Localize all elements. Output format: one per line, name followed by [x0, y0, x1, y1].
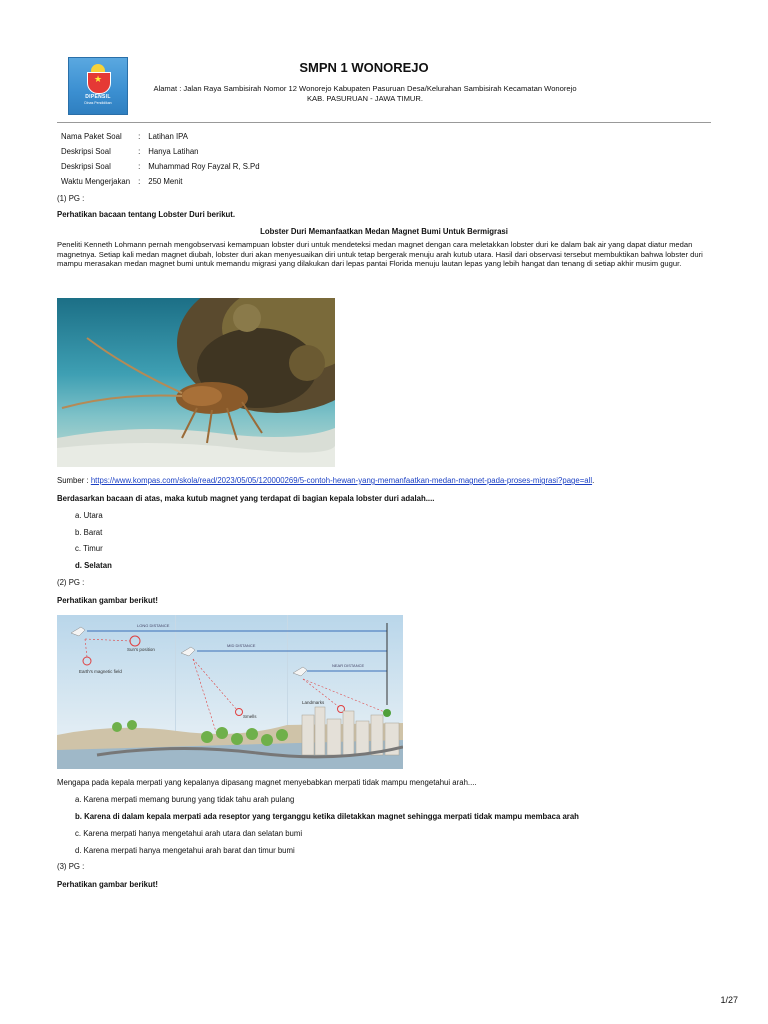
label-landmarks: Landmarks: [302, 700, 325, 705]
header-divider: [57, 122, 711, 123]
label-earth-field: Earth's magnetic field: [79, 669, 122, 674]
source-label: Sumber :: [57, 476, 91, 485]
q2-option-a[interactable]: a. Karena merpati memang burung yang tidak tahu arah pulang: [75, 795, 295, 804]
navigation-diagram: [57, 615, 403, 769]
q2-option-b[interactable]: b. Karena di dalam kepala merpati ada reseptor yang terganggu ketika diletakkan magnet sehingga merpati tidak mampu membaca arah: [75, 812, 579, 821]
q1-option-a[interactable]: a. Utara: [75, 511, 103, 520]
pigeon-navigation-figure: [57, 615, 403, 769]
q2-option-c[interactable]: c. Karena merpati hanya mengetahui arah utara dan selatan bumi: [75, 829, 303, 838]
lobster-illustration: [57, 298, 335, 467]
info-label: Deskripsi Soal: [61, 162, 111, 171]
page-number: 1/27: [720, 995, 738, 1005]
info-row: [57, 144, 264, 159]
q2-number: (2) PG :: [57, 578, 85, 587]
q1-question: Berdasarkan bacaan di atas, maka kutub magnet yang terdapat di bagian kepala lobster duri adalah....: [57, 494, 435, 503]
source-suffix: .: [592, 476, 595, 485]
info-sep: :: [138, 177, 141, 186]
info-label: Waktu Mengerjakan: [61, 177, 131, 186]
school-logo: [68, 57, 128, 115]
info-sep: :: [138, 132, 141, 141]
star-icon: ★: [94, 74, 103, 84]
q1-instruction: Perhatikan bacaan tentang Lobster Duri berikut.: [57, 210, 236, 219]
school-name: SMPN 1 WONOREJO: [299, 60, 429, 75]
q3-number: (3) PG :: [57, 862, 85, 871]
q2-question: Mengapa pada kepala merpati yang kepalanya dipasang magnet menyebabkan merpati tidak mampu mengetahui arah....: [57, 778, 477, 787]
info-value: 250 Menit: [148, 177, 183, 186]
logo-subtext: Dinas Pendidikan: [84, 101, 112, 105]
q2-option-d[interactable]: d. Karena merpati hanya mengetahui arah barat dan timur bumi: [75, 846, 295, 855]
info-sep: :: [138, 147, 141, 156]
info-label: Deskripsi Soal: [61, 147, 111, 156]
source-line: [57, 476, 717, 486]
label-smells: Smells: [243, 714, 257, 719]
lobster-photo: [57, 298, 335, 467]
q3-instruction: Perhatikan gambar berikut!: [57, 880, 158, 889]
info-row: [57, 129, 264, 144]
label-sun-position: Sun's position: [127, 647, 155, 652]
label-mid-distance: MID DISTANCE: [227, 643, 256, 648]
reading-paragraph: Peneliti Kenneth Lohmann pernah mengobservasi kemampuan lobster duri untuk mendeteksi medan magnet dengan cara meletakkan lobster duri ke dalam bak air yang dapat diatur medan magnetnya. Setiap kali medan magnet diubah, lobster duri akan menyesuaikan diri untuk tetap bergerak menuju arah kutub utara. Hasil dari observasi tersebut membuktikan bahwa lobster duri mampu merasakan medan magnet bumi untuk memandu migrasi yang dilakukan dari lepas pantai Florida menuju lautan lepas yang lebih hangat dan tenang di setiap akhir musim gugur.: [57, 240, 703, 269]
info-value: Hanya Latihan: [148, 147, 199, 156]
label-long-distance: LONG DISTANCE: [137, 623, 170, 628]
info-value: Muhammad Roy Fayzal R, S.Pd: [148, 162, 260, 171]
info-value: Latihan IPA: [148, 132, 188, 141]
q2-instruction: Perhatikan gambar berikut!: [57, 596, 158, 605]
info-row: [57, 159, 264, 174]
q1-option-c[interactable]: c. Timur: [75, 544, 103, 553]
label-near-distance: NEAR DISTANCE: [332, 663, 365, 668]
reading-title: Lobster Duri Memanfaatkan Medan Magnet Bumi Untuk Bermigrasi: [260, 227, 508, 236]
exam-info-table: [57, 129, 264, 189]
source-link[interactable]: https://www.kompas.com/skola/read/2023/05/05/120000269/5-contoh-hewan-yang-memanfaatkan-medan-magnet-pada-proses-migrasi?page=all: [90, 476, 593, 485]
q1-number: (1) PG :: [57, 194, 85, 203]
school-address: [130, 84, 600, 104]
q1-option-b[interactable]: b. Barat: [75, 528, 103, 537]
q1-option-d[interactable]: d. Selatan: [75, 561, 112, 570]
logo-text: DIPENSIL: [85, 94, 111, 100]
address-line-1: Alamat : Jalan Raya Sambisirah Nomor 12 Wonorejo Kabupaten Pasuruan Desa/Kelurahan Sambisirah Kecamatan Wonorejo: [153, 84, 577, 93]
info-sep: :: [138, 162, 141, 171]
info-row: [57, 174, 264, 189]
info-label: Nama Paket Soal: [61, 132, 122, 141]
address-line-2: KAB. PASURUAN - JAWA TIMUR.: [306, 94, 424, 103]
